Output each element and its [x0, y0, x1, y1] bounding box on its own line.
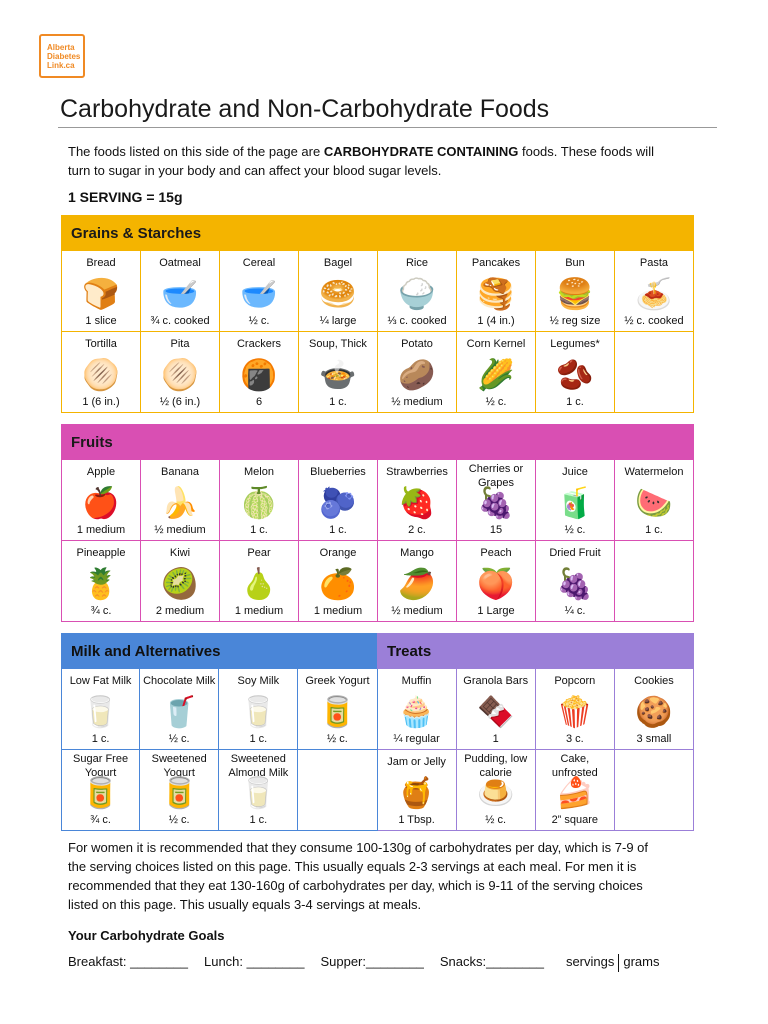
food-name: Pineapple — [76, 547, 126, 559]
food-name: Sugar Free Yogurt — [73, 753, 129, 779]
food-cell — [378, 669, 457, 750]
food-cell — [220, 460, 299, 541]
serving-amount: 1 (6 in.) — [82, 396, 120, 408]
food-icon: 🍍 — [82, 568, 120, 601]
serving-amount: ⅓ c. cooked — [387, 315, 447, 327]
food-icon: 🥝 — [161, 568, 199, 601]
serving-amount: 1 (4 in.) — [477, 315, 515, 327]
food-cell — [299, 332, 378, 413]
food-icon: 🫓 — [161, 359, 199, 392]
food-cell — [61, 750, 140, 831]
food-cell — [220, 251, 299, 332]
grams-label: grams — [623, 954, 660, 969]
food-cell — [299, 541, 378, 622]
serving-amount: ¾ c. — [90, 814, 111, 826]
food-name: Pear — [247, 547, 271, 559]
serving-amount: ½ c. — [327, 733, 348, 745]
food-icon: 🫓 — [82, 359, 120, 392]
food-name: Pita — [170, 338, 190, 350]
servings-label: servings — [565, 954, 615, 969]
food-cell — [536, 332, 615, 413]
food-cell — [141, 251, 220, 332]
food-icon: 🍌 — [161, 487, 199, 520]
food-name: Pasta — [639, 257, 669, 269]
food-icon: 🥔 — [398, 359, 436, 392]
food-cell — [62, 541, 141, 622]
food-cell — [536, 750, 615, 831]
food-name: Mango — [400, 547, 434, 559]
food-name: Strawberries — [386, 466, 448, 478]
food-name: Kiwi — [169, 547, 191, 559]
food-cell — [299, 251, 378, 332]
snacks-goal: Snacks:________ — [439, 954, 544, 969]
food-cell — [457, 669, 536, 750]
food-name: Cherries or Grapes — [468, 463, 524, 489]
food-name: Rice — [405, 257, 428, 269]
food-icon: 🍉 — [635, 487, 673, 520]
food-name: Soy Milk — [237, 675, 280, 687]
serving-amount: 1 c. — [329, 524, 347, 536]
food-cell — [615, 669, 694, 750]
lunch-goal: Lunch: ________ — [203, 954, 305, 969]
serving-amount: 1 c. — [91, 733, 110, 745]
food-cell — [298, 669, 377, 750]
food-icon: 🫘 — [556, 359, 594, 392]
food-icon: 🍇 — [477, 487, 515, 520]
serving-amount: ½ c. — [248, 315, 270, 327]
serving-amount: 2 c. — [408, 524, 426, 536]
food-icon: 🥛 — [81, 696, 120, 729]
food-cell — [378, 541, 457, 622]
food-icon: 🥫 — [81, 777, 120, 810]
serving-amount: ½ c. cooked — [624, 315, 684, 327]
serving-amount: ¼ large — [319, 315, 357, 327]
supper-goal: Supper:________ — [320, 954, 424, 969]
food-cell — [536, 251, 615, 332]
food-icon: 🥛 — [239, 777, 277, 810]
food-name: Melon — [244, 466, 274, 478]
fruits-header: Fruits — [61, 424, 694, 460]
food-icon: 🥯 — [319, 278, 357, 311]
food-name: Cereal — [242, 257, 276, 269]
food-cell — [62, 332, 141, 413]
food-name: Bread — [86, 257, 116, 269]
serving-amount: ¼ regular — [393, 733, 440, 745]
food-cell — [615, 332, 694, 413]
serving-amount: 3 c. — [565, 733, 584, 745]
food-name: Potato — [401, 338, 433, 350]
serving-amount: 1 medium — [76, 524, 126, 536]
food-name: Oatmeal — [159, 257, 201, 269]
food-name: Peach — [480, 547, 512, 559]
title-divider — [58, 127, 717, 128]
food-name: Crackers — [236, 338, 281, 350]
serving-amount: ½ c. — [168, 814, 190, 826]
food-icon: 🍚 — [398, 278, 436, 311]
food-name: Granola Bars — [463, 675, 529, 687]
food-icon: 🍞 — [82, 278, 120, 311]
food-icon: 🍊 — [319, 568, 357, 601]
food-name: Bagel — [323, 257, 353, 269]
fruits-section — [61, 424, 694, 622]
serving-amount: 3 small — [636, 733, 672, 745]
food-cell — [615, 460, 694, 541]
food-icon: 🍔 — [556, 278, 594, 311]
food-name: Banana — [161, 466, 199, 478]
unit-divider — [618, 954, 619, 972]
serving-amount: 1 slice — [85, 315, 117, 327]
serving-amount: ½ c. — [564, 524, 586, 536]
food-name: Sweetened Yogurt — [151, 753, 207, 779]
food-cell — [457, 460, 536, 541]
serving-amount: 6 — [255, 396, 263, 408]
serving-amount: 1 c. — [329, 396, 347, 408]
food-icon: 🍿 — [556, 696, 594, 729]
page-title: Carbohydrate and Non-Carbohydrate Foods — [60, 95, 550, 123]
food-icon: 🍫 — [477, 696, 515, 729]
serving-amount: 2 medium — [155, 605, 205, 617]
breakfast-goal: Breakfast: ________ — [68, 954, 188, 969]
serving-size: 1 SERVING = 15g — [68, 189, 183, 205]
food-icon: 🧃 — [556, 487, 594, 520]
food-icon: 🫐 — [319, 487, 357, 520]
serving-amount: 1 medium — [313, 605, 363, 617]
food-icon: 🍝 — [635, 278, 673, 311]
food-name: Pudding, low calorie — [464, 753, 528, 779]
food-name: Popcorn — [554, 675, 596, 687]
food-name: Greek Yogurt — [305, 675, 370, 687]
food-cell — [536, 460, 615, 541]
serving-amount: 1 c. — [566, 396, 584, 408]
food-cell — [62, 251, 141, 332]
serving-amount: ½ medium — [154, 524, 206, 536]
food-icon: 🍇 — [556, 568, 594, 601]
food-name: Watermelon — [624, 466, 684, 478]
food-cell — [219, 669, 298, 750]
food-icon: 🥫 — [318, 696, 357, 729]
goals-title: Your Carbohydrate Goals — [68, 928, 225, 943]
food-icon: 🍲 — [319, 359, 357, 392]
milk-treats-section — [61, 633, 694, 831]
serving-amount: 1 — [492, 733, 499, 745]
serving-amount: ½ medium — [391, 605, 443, 617]
food-name: Legumes* — [550, 338, 600, 350]
food-name: Tortilla — [85, 338, 117, 350]
food-icon: 🌽 — [477, 359, 515, 392]
food-cell — [299, 460, 378, 541]
food-icon: 🍐 — [240, 568, 278, 601]
food-cell — [378, 460, 457, 541]
food-icon: 🍑 — [477, 568, 515, 601]
alberta-diabetes-link-logo: Alberta Diabetes Link.ca — [39, 34, 85, 78]
food-cell — [220, 541, 299, 622]
food-cell — [457, 251, 536, 332]
food-name: Dried Fruit — [549, 547, 601, 559]
food-icon: 🥤 — [160, 696, 198, 729]
food-name: Bun — [565, 257, 585, 269]
food-name: Corn Kernel — [466, 338, 526, 350]
intro-text: The foods listed on this side of the page are CARBOHYDRATE CONTAINING foods. These foods will turn to sugar in your body and can affect your blood sugar levels. — [68, 144, 654, 178]
food-name: Apple — [86, 466, 116, 478]
food-cell — [378, 251, 457, 332]
food-icon: 🧁 — [397, 696, 436, 729]
food-name: Orange — [319, 547, 357, 559]
milk-header: Milk and Alternatives — [61, 633, 377, 669]
food-icon: 🍓 — [398, 487, 436, 520]
food-cell — [141, 460, 220, 541]
serving-amount: ½ medium — [391, 396, 443, 408]
serving-amount: 1 c. — [645, 524, 663, 536]
food-cell — [615, 750, 694, 831]
serving-amount: 1 Tbsp. — [398, 814, 435, 826]
serving-amount: 1 c. — [250, 524, 268, 536]
food-name: Chocolate Milk — [143, 675, 216, 687]
food-icon: 🍯 — [397, 777, 436, 810]
food-cell — [457, 332, 536, 413]
serving-amount: ½ (6 in.) — [159, 396, 201, 408]
food-icon: 🍘 — [240, 359, 278, 392]
food-cell — [615, 541, 694, 622]
food-name: Cake, unfrosted — [551, 753, 598, 779]
food-cell — [378, 750, 457, 831]
milk-treats-grid — [61, 669, 694, 831]
food-cell — [140, 669, 219, 750]
food-cell — [141, 541, 220, 622]
serving-amount: 1 c. — [249, 733, 268, 745]
serving-amount: 15 — [489, 524, 503, 536]
food-cell — [457, 541, 536, 622]
treats-header: Treats — [377, 633, 694, 669]
goals-row — [68, 954, 659, 972]
food-name: Sweetened Almond Milk — [228, 753, 289, 779]
serving-amount: 1 medium — [234, 605, 284, 617]
fruits-grid — [61, 460, 694, 622]
food-cell — [536, 541, 615, 622]
food-cell — [61, 669, 140, 750]
food-cell — [536, 669, 615, 750]
food-icon: 🍎 — [82, 487, 120, 520]
food-icon: 🍰 — [556, 777, 594, 810]
food-name: Cookies — [634, 675, 674, 687]
serving-amount: 1 c. — [249, 814, 268, 826]
food-icon: 🥭 — [398, 568, 436, 601]
serving-amount: ½ c. — [485, 814, 507, 826]
food-cell — [378, 332, 457, 413]
serving-amount: 2” square — [551, 814, 599, 826]
food-icon: 🥛 — [239, 696, 277, 729]
food-name: Pancakes — [471, 257, 521, 269]
food-cell — [220, 332, 299, 413]
serving-amount: 1 Large — [477, 605, 515, 617]
food-name: Muffin — [401, 675, 432, 687]
food-icon: 🍪 — [635, 696, 673, 729]
food-cell — [141, 332, 220, 413]
food-icon: 🍮 — [477, 777, 515, 810]
serving-amount: ½ reg size — [549, 315, 601, 327]
grains-section — [61, 215, 694, 413]
food-icon: 🍈 — [240, 487, 278, 520]
food-name: Low Fat Milk — [69, 675, 132, 687]
serving-amount: ¾ c. — [90, 605, 112, 617]
food-name: Juice — [562, 466, 588, 478]
serving-amount: ¼ c. — [564, 605, 586, 617]
food-name: Soup, Thick — [309, 338, 367, 350]
food-cell — [615, 251, 694, 332]
food-name: Jam or Jelly — [387, 756, 446, 768]
recommendation-paragraph: For women it is recommended that they consume 100-130g of carbohydrates per day, which is 7-9 of the serving choices listed on this page. This usually equals 2-3 servings at each meal. For men it is recommended that they eat 130-160g of carbohydrates per day, which is 9-11 of the serving choices listed on this page. This usually equals 3-4 servings at meals. — [68, 840, 648, 912]
food-icon: 🥫 — [160, 777, 198, 810]
food-icon: 🥣 — [161, 278, 199, 311]
serving-amount: ¾ c. cooked — [150, 315, 210, 327]
grains-grid — [61, 251, 694, 413]
serving-amount: ½ c. — [168, 733, 190, 745]
serving-amount: ½ c. — [485, 396, 507, 408]
food-icon: 🥞 — [477, 278, 515, 311]
food-icon: 🥣 — [240, 278, 278, 311]
food-cell — [62, 460, 141, 541]
food-cell — [457, 750, 536, 831]
food-name: Blueberries — [310, 466, 366, 478]
food-cell — [140, 750, 219, 831]
food-cell — [219, 750, 298, 831]
grains-header: Grains & Starches — [61, 215, 694, 251]
food-cell — [298, 750, 377, 831]
